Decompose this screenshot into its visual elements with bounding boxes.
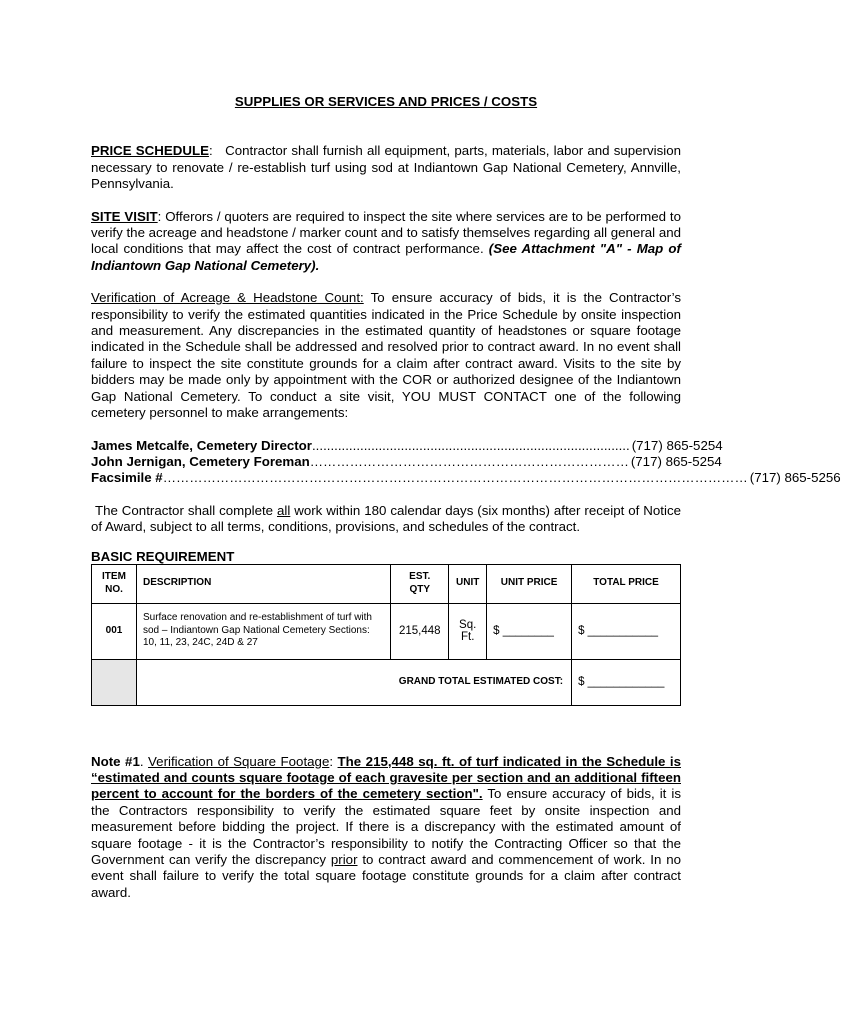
header-item-no: ITEM NO. xyxy=(92,564,137,603)
quantity-cell: 215,448 xyxy=(391,603,449,659)
site-visit-paragraph xyxy=(91,209,681,275)
unit-cell: Sq. Ft. xyxy=(449,603,487,659)
basic-requirement-heading: BASIC REQUIREMENT xyxy=(91,548,235,564)
price-schedule-label: PRICE SCHEDULE xyxy=(91,143,209,159)
contact-phone: (717) 865-5254 xyxy=(631,437,723,453)
note-period: . xyxy=(139,753,149,769)
note-paragraph xyxy=(91,754,681,902)
contact-dots: …………………………………………………………………………………………………………………… xyxy=(162,470,748,486)
verification-text: To ensure accuracy of bids, it is the Contractor’s responsibility to verify the estimated quantities indicated in the Price Schedule by onsite inspection and measurement. Any discrepancies in the estimated quantity of headstones or square footage indicated in the Schedule shall be addressed and resolved prior to contract award. In no event shall failure to inspect the site constitute grounds for a claim after contract award. Visits to the site by bidders may be made only by appointment with the COR or authorized designee of the Indiantown Gap National Cemetery. To conduct a site visit, YOU MUST CONTACT one of the following cemetery personnel to make arrangements: xyxy=(91,290,681,421)
note-prior: prior xyxy=(330,851,358,867)
note-text-before: To ensure accuracy of bids, it is the Contractors responsibility to verify the estimated square feet by onsite inspection and measurement before bidding the project. If there is a discrepancy with the estimated amount of square footage - it is the Contractor’s responsibility to notify the Contracting Officer so that the Government can verify the discrepancy xyxy=(91,786,681,867)
note-emphasis: The 215,448 sq. ft. of turf indicated in the Schedule is “estimated and counts square footage of each gravesite per section and an additional fifteen percent to account for the borders of the cemetery section". xyxy=(91,753,682,802)
contact-dots: ……………………………………………………………… xyxy=(309,453,629,469)
price-schedule-table xyxy=(91,564,681,706)
completion-emphasis: all xyxy=(277,502,291,518)
verification-paragraph xyxy=(91,290,681,421)
shaded-cell xyxy=(92,659,137,705)
completion-text-before: The Contractor shall complete xyxy=(94,502,277,518)
header-unit: UNIT xyxy=(449,564,487,603)
contact-phone: (717) 865-5254 xyxy=(630,453,722,469)
header-unit-price: UNIT PRICE xyxy=(487,564,572,603)
contact-name: Facsimile # xyxy=(91,470,163,486)
header-total-price: TOTAL PRICE xyxy=(572,564,681,603)
note-label: Verification of Square Footage xyxy=(148,753,330,769)
contact-phone: (717) 865-5256 xyxy=(749,470,841,486)
site-visit-attachment: (See Attachment "A" - Map of Indiantown Gap National Cemetery). xyxy=(91,241,681,273)
grand-total-label: GRAND TOTAL ESTIMATED COST: xyxy=(136,659,571,705)
item-number-cell: 001 xyxy=(92,603,137,659)
description-cell: Surface renovation and re-establishment of turf with sod – Indiantown Gap National Cemetery Sections: 10, 11, 23, 24C, 24D & 27 xyxy=(136,603,390,659)
note-colon: : xyxy=(329,753,338,769)
header-description: DESCRIPTION xyxy=(136,564,390,603)
unit-price-field[interactable]: $ ________ xyxy=(487,603,572,659)
completion-text-after: work within 180 calendar days (six months) after receipt of Notice of Award, subject to all terms, conditions, provisions, and schedules of the contract. xyxy=(91,502,681,535)
price-schedule-text: Contractor shall furnish all equipment, parts, materials, labor and supervision necessary to renovate / re-establish turf using sod at Indiantown Gap National Cemetery, Annville, Pennsylvania. xyxy=(91,143,681,192)
price-schedule-colon: : xyxy=(208,143,213,159)
grand-total-field[interactable]: $ ____________ xyxy=(572,659,681,705)
document-page xyxy=(91,94,841,901)
total-price-field[interactable]: $ ___________ xyxy=(572,603,681,659)
grand-total-row xyxy=(92,659,681,705)
verification-label: Verification of Acreage & Headstone Count: xyxy=(91,290,364,306)
table-row xyxy=(92,603,681,659)
contact-list xyxy=(91,437,841,487)
header-est-qty: EST. QTY xyxy=(391,564,449,603)
contact-name: John Jernigan, Cemetery Foreman xyxy=(91,453,310,469)
site-visit-label: SITE VISIT xyxy=(91,208,158,224)
note-text-after: to contract award and commencement of work. In no event shall failure to verify the total square footage constitute grounds for a claim after contract award. xyxy=(91,851,681,900)
contact-dots: ...................................................................................... xyxy=(311,437,630,453)
completion-paragraph xyxy=(91,503,681,536)
note-number: Note #1 xyxy=(91,753,140,769)
contact-row-foreman xyxy=(91,453,722,470)
price-schedule-paragraph xyxy=(91,143,681,192)
site-visit-text: : Offerors / quoters are required to inspect the site where services are to be performed to verify the acreage and headstone / marker count and to satisfy themselves regarding all general and local conditions that may affect the cost of contract performance. xyxy=(91,208,681,257)
contact-row-facsimile xyxy=(91,470,841,486)
contact-row-director xyxy=(91,437,723,454)
table-header-row xyxy=(92,564,681,603)
contact-name: James Metcalfe, Cemetery Director xyxy=(91,437,312,453)
page-title: SUPPLIES OR SERVICES AND PRICES / COSTS xyxy=(234,94,538,109)
